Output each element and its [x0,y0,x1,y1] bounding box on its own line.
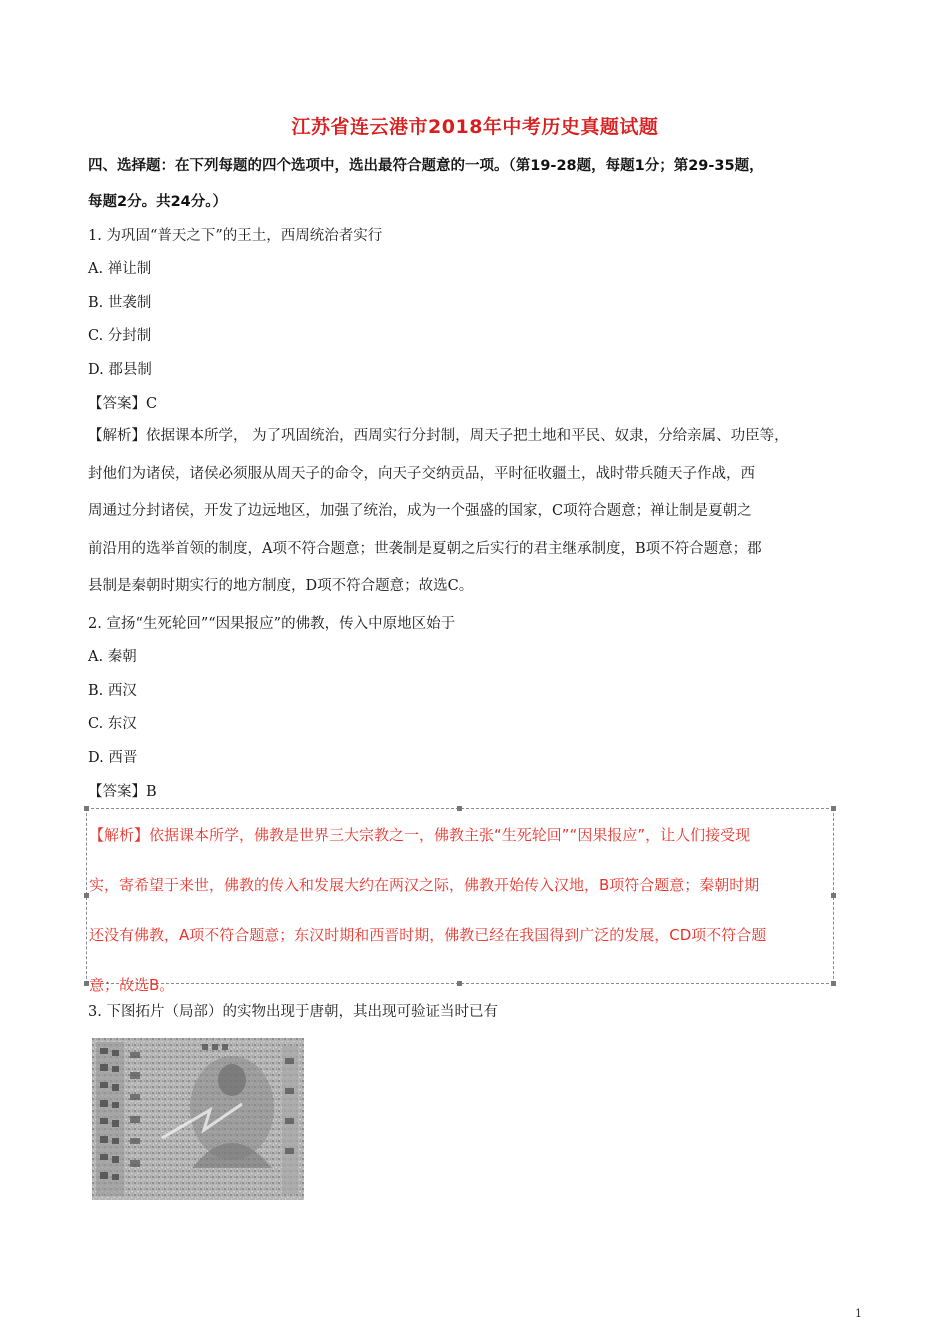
frame-handle[interactable] [831,893,836,898]
question-1-option-d: D. 郡县制 [88,362,152,378]
question-2-option-a: A. 秦朝 [88,649,137,665]
analysis-line: 【解析】依据课本所学，佛教是世界三大宗教之一，佛教主张“生死轮回”“因果报应”，让人们接受现 [89,826,751,844]
question-2-option-c: C. 东汉 [88,716,137,732]
section-instruction-line-1: 四、选择题：在下列每题的四个选项中，选出最符合题意的一项。（第19-28题，每题1分；第29-35题， [88,158,764,174]
question-1-stem: 1. 为巩固“普天之下”的王土，西周统治者实行 [88,228,383,244]
question-3-stem: 3. 下图拓片（局部）的实物出现于唐朝，其出现可验证当时已有 [88,1004,498,1020]
document-title: 江苏省连云港市2018年中考历史真题试题 [291,116,659,138]
question-2-answer: 【答案】B [88,784,157,800]
question-2-option-b: B. 西汉 [88,683,137,699]
analysis-line: 实，寄希望于来世，佛教的传入和发展大约在两汉之际，佛教开始传入汉地，B项符合题意；秦朝时期 [89,876,760,894]
question-2-analysis [89,810,831,1010]
rubbing-illustration [92,1038,304,1200]
analysis-line: 【解析】依据课本所学， 为了巩固统治，西周实行分封制，周天子把土地和平民、奴隶，分给亲属、功臣等， [88,428,789,444]
question-2-stem: 2. 宣扬“生死轮回”“因果报应”的佛教，传入中原地区始于 [88,616,456,632]
question-1-analysis [88,418,878,606]
question-1-option-a: A. 禅让制 [88,261,152,277]
analysis-line: 封他们为诸侯，诸侯必须服从周天子的命令，向天子交纳贡品，平时征收疆土，战时带兵随天子作战，西 [88,465,755,482]
analysis-line: 县制是秦朝时期实行的地方制度，D项不符合题意；故选C。 [88,578,474,594]
analysis-line: 周通过分封诸侯，开发了边远地区，加强了统治，成为一个强盛的国家，C项符合题意；禅让制是夏朝之 [88,503,752,519]
analysis-line: 前沿用的选举首领的制度，A项不符合题意；世袭制是夏朝之后实行的君主继承制度，B项不符合题意；郡 [88,540,762,557]
analysis-line: 还没有佛教，A项不符合题意；东汉时期和西晋时期，佛教已经在我国得到广泛的发展，CD项不符合题 [89,926,767,944]
question-1-option-c: C. 分封制 [88,328,152,344]
question-2-option-d: D. 西晋 [88,750,138,766]
section-instruction-line-2: 每题2分。共24分。） [88,194,228,210]
analysis-line: 意；故选B。 [89,976,175,994]
frame-handle[interactable] [831,981,836,986]
frame-handle[interactable] [831,806,836,811]
page-number: 1 [855,1307,862,1320]
rubbing-image [92,1038,304,1200]
question-1-option-b: B. 世袭制 [88,295,152,311]
question-1-answer: 【答案】C [88,396,158,412]
